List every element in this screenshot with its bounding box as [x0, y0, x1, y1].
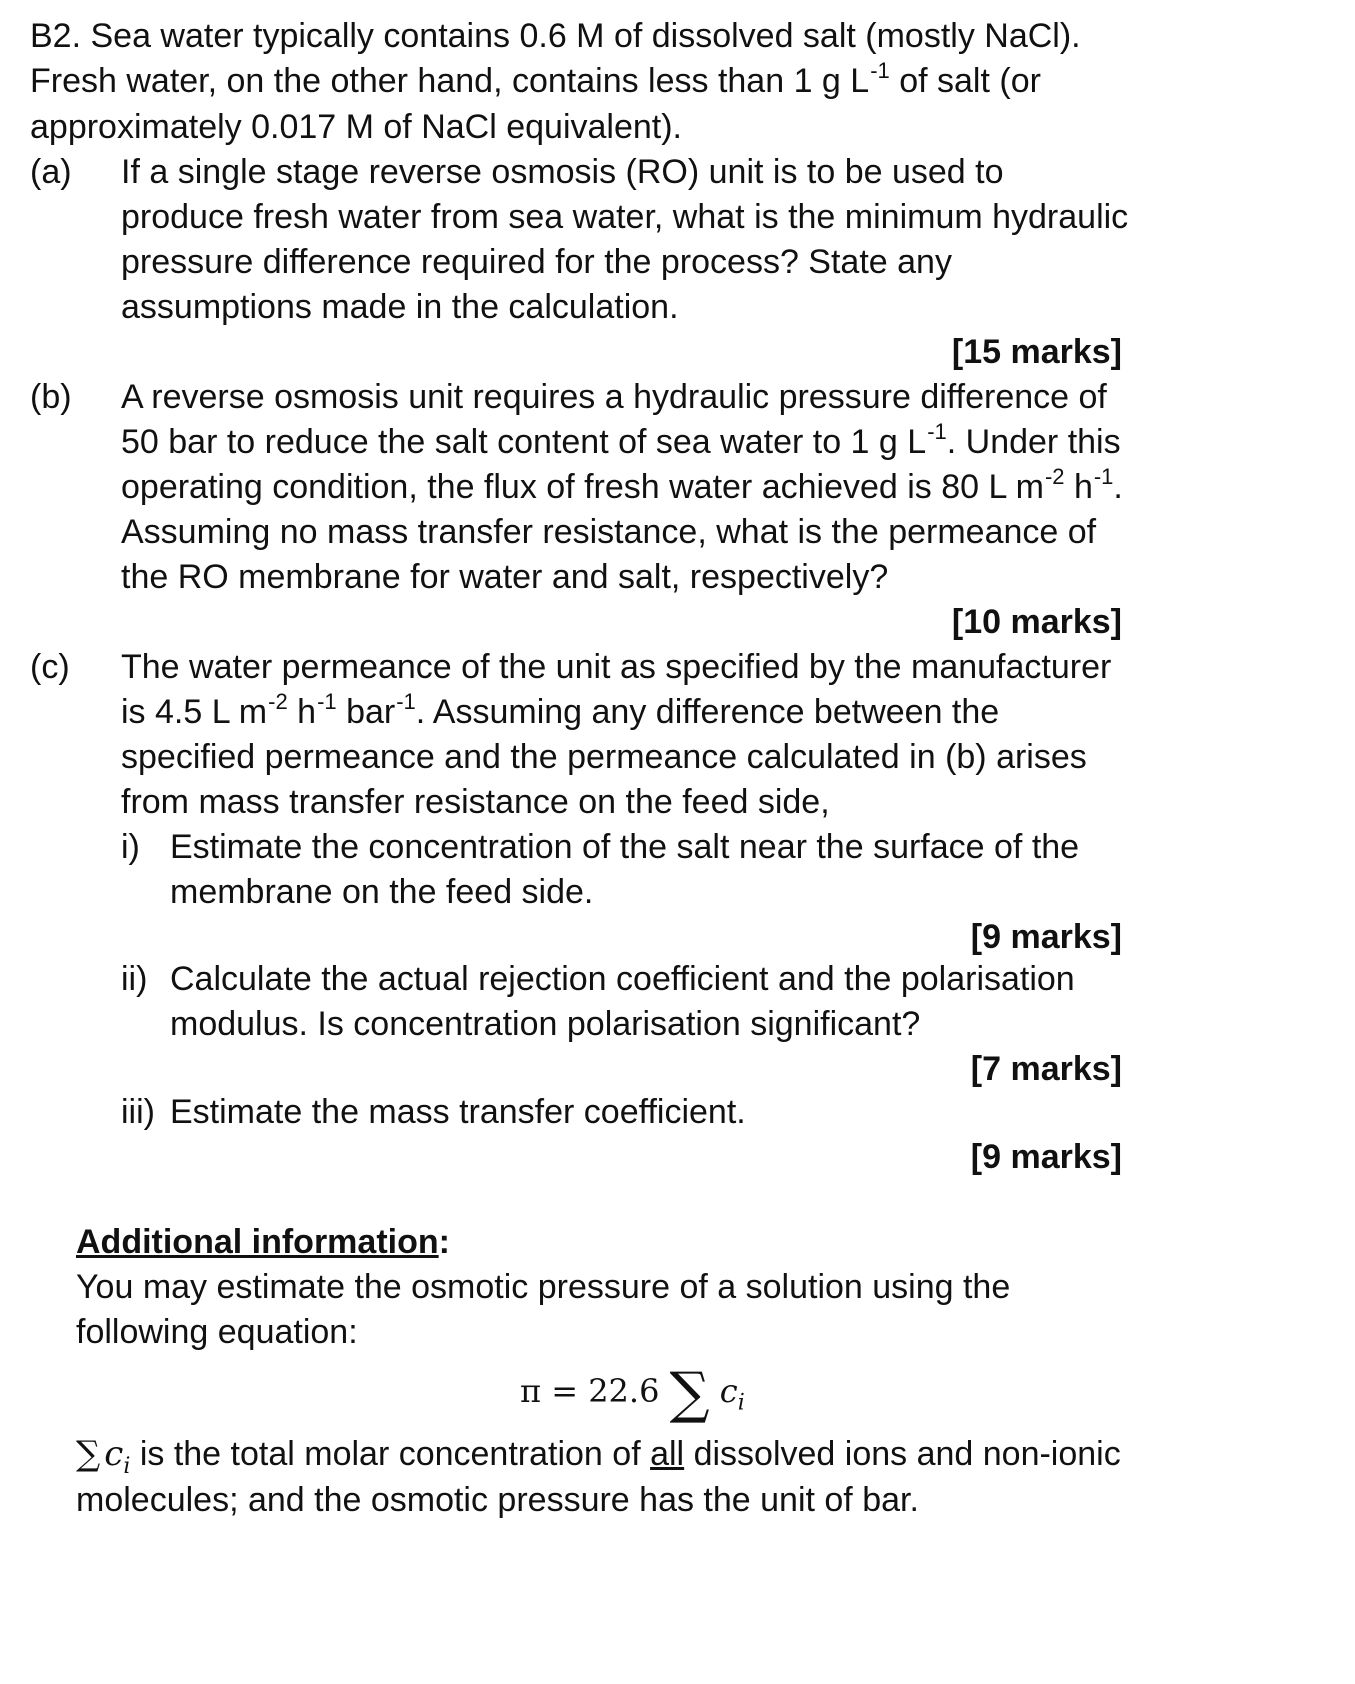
part-c-ii-line-1: Calculate the actual rejection coefficient and the polarisation [170, 960, 1075, 998]
equation-variable: c [719, 1372, 738, 1410]
part-b-label: (b) [30, 378, 72, 416]
part-b-line-5: the RO membrane for water and salt, respectively? [121, 558, 889, 596]
osmotic-pressure-equation [520, 1360, 745, 1427]
question-intro-line-3: approximately 0.017 M of NaCl equivalent). [30, 108, 682, 146]
part-a-label: (a) [30, 153, 72, 191]
part-c-i-line-1: Estimate the concentration of the salt near the surface of the [170, 828, 1080, 866]
additional-info-heading: Additional information: [76, 1223, 450, 1261]
part-b-line-2: 50 bar to reduce the salt content of sea water to 1 g $L^{-1}$. Under this [121, 419, 1121, 461]
equation-lhs: π = 22.6 [520, 1372, 660, 1410]
part-a-line-4: assumptions made in the calculation. [121, 288, 679, 326]
additional-info-line-2: following equation: [76, 1313, 358, 1351]
equation-subscript: i [737, 1390, 745, 1416]
part-c-label: (c) [30, 648, 70, 686]
equation-note-line-2: molecules; and the osmotic pressure has the unit of bar. [76, 1481, 919, 1519]
part-b-line-4: Assuming no mass transfer resistance, what is the permeance of [121, 513, 1097, 551]
part-c-line-4: from mass transfer resistance on the feed side, [121, 783, 830, 821]
part-c-ii-line-2: modulus. Is concentration polarisation significant? [170, 1005, 921, 1043]
part-c-line-1: The water permeance of the unit as specified by the manufacturer [121, 648, 1112, 686]
part-c-iii-line-1: Estimate the mass transfer coefficient. [170, 1093, 746, 1131]
additional-info-line-1: You may estimate the osmotic pressure of a solution using the [76, 1268, 1011, 1306]
question-intro-line-1: B2. Sea water typically contains 0.6 M of dissolved salt (mostly NaCl). [30, 17, 1081, 55]
part-c-i-line-2: membrane on the feed side. [170, 873, 594, 911]
part-c-line-3: specified permeance and the permeance calculated in (b) arises [121, 738, 1087, 776]
part-a-line-3: pressure difference required for the process? State any [121, 243, 952, 281]
part-b-marks: [10 marks] [951, 603, 1122, 641]
part-a-marks: [15 marks] [951, 333, 1122, 371]
question-intro-line-2: Fresh water, on the other hand, contains less than 1 g $L^{-1}$ of salt (or [30, 58, 1041, 100]
part-c-iii-label: iii) [121, 1093, 155, 1131]
part-b-line-3: operating condition, the flux of fresh water achieved is 80 L $m^{-2}$ $h^{-1}$. [121, 464, 1123, 506]
part-c-iii-marks: [9 marks] [970, 1138, 1122, 1176]
part-c-ii-label: ii) [121, 960, 148, 998]
part-c-i-label: i) [121, 828, 140, 866]
part-c-i-marks: [9 marks] [970, 918, 1122, 956]
part-a-line-1: If a single stage reverse osmosis (RO) unit is to be used to [121, 153, 1004, 191]
part-b-line-1: A reverse osmosis unit requires a hydraulic pressure difference of [121, 378, 1107, 416]
part-c-ii-marks: [7 marks] [970, 1050, 1122, 1088]
summation-symbol: ∑ [669, 1361, 710, 1426]
equation-note-line-1: ∑ $c_i$ is the total molar concentration of all dissolved ions and non-ionic [76, 1434, 1121, 1479]
part-c-line-2: is 4.5 L $m^{-2}$ $h^{-1}$ bar$^{-1}$. Assuming any difference between the [121, 689, 1000, 731]
part-a-line-2: produce fresh water from sea water, what is the minimum hydraulic [121, 198, 1129, 236]
